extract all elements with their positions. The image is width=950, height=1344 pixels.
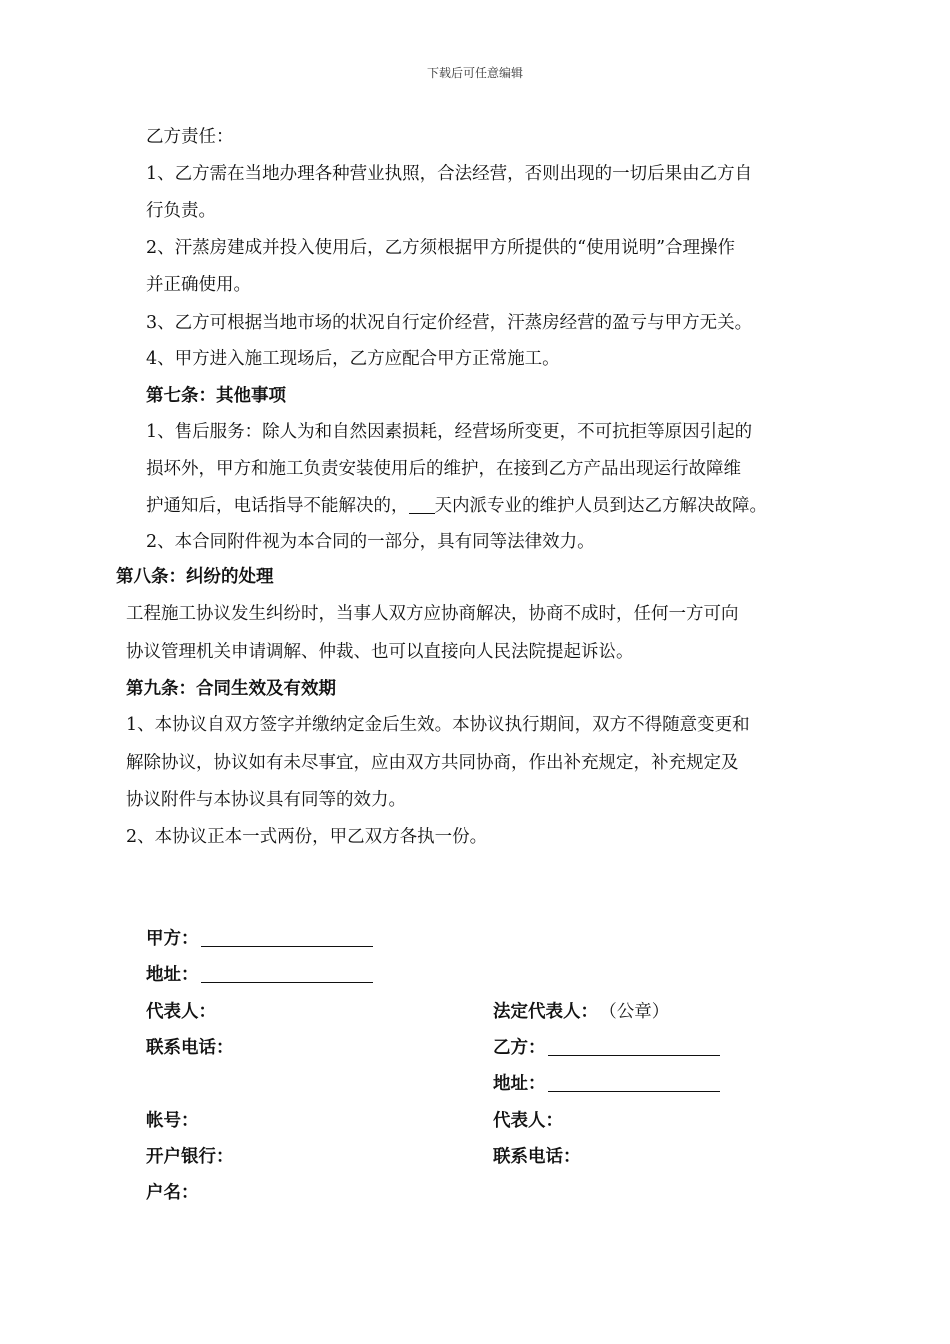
party-a-field	[146, 928, 373, 950]
party-a-holder-label: 户名：	[146, 1183, 199, 1203]
article-7-title: 第七条：其他事项	[146, 386, 286, 406]
paragraph-text: 天内派专业的维护人员到达乙方解决故障。	[434, 496, 767, 516]
paragraph-line: 协议附件与本协议具有同等的效力。	[126, 790, 406, 810]
paragraph-line: 4、甲方进入施工现场后，乙方应配合甲方正常施工。	[146, 349, 560, 369]
party-b-phone-label: 联系电话：	[493, 1147, 581, 1167]
paragraph-line: 3、乙方可根据当地市场的状况自行定价经营，汗蒸房经营的盈亏与甲方无关。	[146, 313, 753, 333]
party-b-label: 乙方：	[493, 1038, 546, 1058]
party-a-underline	[201, 928, 373, 947]
party-a-rep-label: 代表人：	[146, 1002, 216, 1022]
party-b-address-underline	[548, 1073, 720, 1092]
section-title-yifang: 乙方责任：	[146, 127, 234, 147]
party-a-phone-label: 联系电话：	[146, 1038, 234, 1058]
party-b-field	[493, 1037, 720, 1059]
paragraph-line: 1、售后服务：除人为和自然因素损耗，经营场所变更，不可抗拒等原因引起的	[146, 422, 753, 442]
paragraph-line: 协议管理机关申请调解、仲裁、也可以直接向人民法院提起诉讼。	[126, 642, 634, 662]
paragraph-line: 2、汗蒸房建成并投入使用后，乙方须根据甲方所提供的“使用说明”合理操作	[146, 238, 736, 258]
party-b-underline	[548, 1037, 720, 1056]
legal-rep-label: 法定代表人：	[493, 1002, 598, 1022]
paragraph-line: 解除协议，协议如有未尽事宜，应由双方共同协商，作出补充规定，补充规定及	[126, 753, 739, 773]
party-a-address-underline	[201, 964, 373, 983]
paragraph-line: 2、本协议正本一式两份，甲乙双方各执一份。	[126, 827, 488, 847]
paragraph-line: 工程施工协议发生纠纷时，当事人双方应协商解决，协商不成时，任何一方可向	[126, 604, 739, 624]
party-b-address-field	[493, 1073, 720, 1095]
paragraph-line: 1、乙方需在当地办理各种营业执照，合法经营，否则出现的一切后果由乙方自	[146, 164, 753, 184]
paragraph-line: 2、本合同附件视为本合同的一部分，具有同等法律效力。	[146, 532, 595, 552]
party-b-address-label: 地址：	[493, 1074, 546, 1094]
party-a-address-field	[146, 964, 373, 986]
paragraph-line: 1、本协议自双方签字并缴纳定金后生效。本协议执行期间，双方不得随意变更和	[126, 715, 750, 735]
legal-rep-field	[493, 1001, 669, 1023]
paragraph-text: 护通知后，电话指导不能解决的，	[146, 496, 409, 516]
paragraph-line: 损坏外，甲方和施工负责安装使用后的维护，在接到乙方产品出现运行故障维	[146, 459, 741, 479]
seal-text: （公章）	[608, 1002, 670, 1022]
article-9-title: 第九条：合同生效及有效期	[126, 679, 336, 699]
paragraph-line: 并正确使用。	[146, 275, 251, 295]
article-8-title: 第八条：纠纷的处理	[116, 567, 274, 587]
party-a-bank-label: 开户银行：	[146, 1147, 234, 1167]
party-a-label: 甲方：	[146, 929, 199, 949]
fill-in-blank	[409, 495, 435, 514]
party-a-account-label: 帐号：	[146, 1111, 199, 1131]
paragraph-line	[146, 495, 767, 517]
party-a-address-label: 地址：	[146, 965, 199, 985]
page-header: 下载后可任意编辑	[426, 66, 523, 80]
paragraph-line: 行负责。	[146, 201, 216, 221]
party-b-rep-label: 代表人：	[493, 1111, 563, 1131]
